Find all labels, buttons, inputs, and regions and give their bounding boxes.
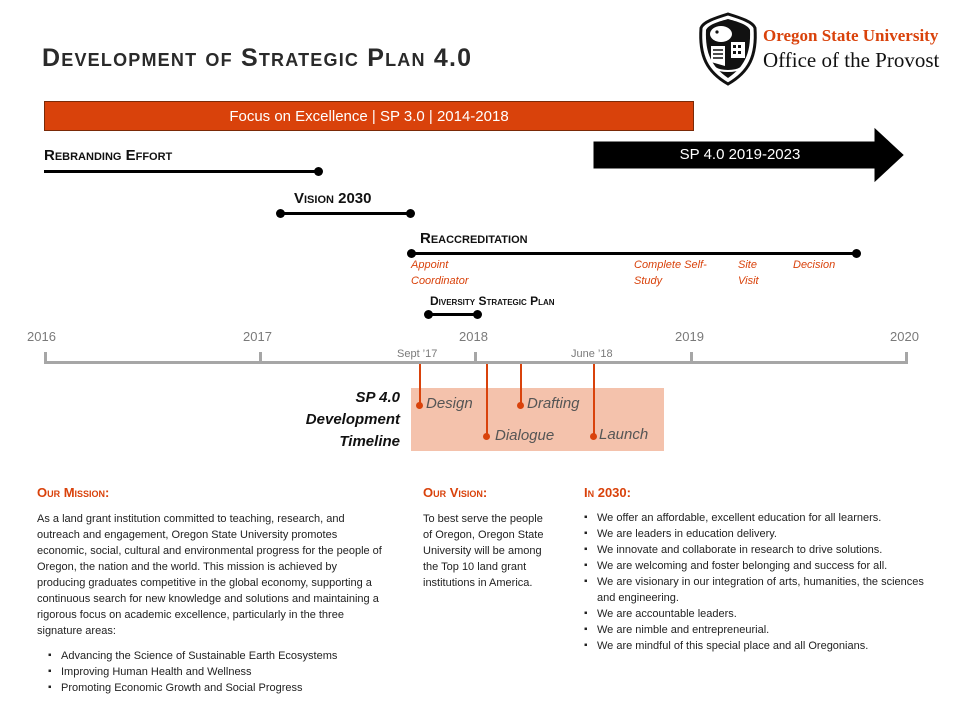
rebranding-end-dot — [314, 167, 323, 176]
in2030-item: ▪ We are leaders in education delivery. — [584, 526, 929, 542]
sp4-label-line2: Development — [305, 411, 400, 428]
tick-2016 — [44, 352, 47, 364]
sp4-timeline-label — [270, 387, 400, 453]
sp4-arrow-label: SP 4.0 2019-2023 — [679, 146, 801, 163]
vision2030-end-dot — [406, 209, 415, 218]
beaver-seal-icon — [697, 12, 759, 86]
vision2030-title: Vision 2030 — [294, 190, 372, 207]
reaccreditation-bar — [412, 252, 856, 255]
mission-area-item: ▪ Advancing the Science of Sustainable Earth Ecosystems — [48, 648, 388, 664]
milestone-site-visit-line2: Visit — [738, 275, 759, 287]
rebranding-bar — [44, 170, 318, 173]
mission-text: As a land grant institution committed to teaching, research, and outreach and engagement, Oregon State University promotes economic, social, cultural and environmental progress for the people of Oregon, the nation and the world. This mission is achieved by producing graduates competitive in the global economy, supporting a continuous search for new knowledge and solutions and maintaining a rigorous focus on academic excellence, particularly in the three signature areas: — [37, 513, 382, 637]
logo-office-name: Office of the Provost — [763, 48, 940, 72]
year-label-2017: 2017 — [243, 329, 272, 344]
sp4-label-line1: SP 4.0 — [355, 389, 400, 406]
milestone-site-visit — [738, 257, 759, 289]
diversity-bar — [428, 313, 478, 316]
design-marker-line — [419, 364, 421, 406]
vision2030-bar — [280, 212, 410, 215]
tick-2019 — [690, 352, 693, 364]
milestone-self-study-line1: Complete Self- — [634, 259, 707, 271]
in2030-item: ▪ We offer an affordable, excellent education for all learners. — [584, 510, 929, 526]
milestone-appoint-line1: Appoint — [411, 259, 449, 271]
date-june-18: June ’18 — [571, 348, 613, 360]
phase-dialogue: Dialogue — [495, 427, 555, 444]
vision-text: To best serve the people of Oregon, Oregon State University will be among the Top 10 land grant institutions in America. — [423, 513, 544, 589]
tick-2017 — [259, 352, 262, 364]
year-label-2016: 2016 — [27, 329, 56, 344]
logo-university-name: Oregon State University — [763, 26, 939, 45]
mission-area-item: ▪ Improving Human Health and Wellness — [48, 664, 388, 680]
design-marker-dot — [416, 402, 423, 409]
year-label-2018: 2018 — [459, 329, 488, 344]
launch-marker-line — [593, 364, 595, 437]
date-sept-17: Sept ’17 — [397, 348, 438, 360]
milestone-decision: Decision — [793, 259, 836, 271]
milestone-self-study-line2: Study — [634, 275, 663, 287]
in2030-item: ▪ We are visionary in our integration of arts, humanities, the sciences and engineering. — [584, 574, 929, 606]
year-label-2020: 2020 — [890, 329, 919, 344]
rebranding-title: Rebranding Effort — [44, 147, 173, 164]
in2030-list — [584, 510, 929, 654]
sp3-banner: Focus on Excellence | SP 3.0 | 2014-2018 — [44, 101, 694, 131]
dialogue-marker-dot — [483, 433, 490, 440]
vision-heading: Our Vision: — [423, 485, 488, 500]
dialogue-marker-line — [486, 364, 488, 437]
tick-2020 — [905, 352, 908, 364]
year-label-2019: 2019 — [675, 329, 704, 344]
mission-heading: Our Mission: — [37, 485, 110, 500]
phase-launch: Launch — [599, 426, 649, 443]
phase-drafting: Drafting — [527, 395, 580, 412]
tick-2018 — [474, 352, 477, 364]
page-title: Development of Strategic Plan 4.0 — [42, 44, 473, 72]
in2030-item: ▪ We are welcoming and foster belonging and success for all. — [584, 558, 929, 574]
reaccreditation-end-dot — [852, 249, 861, 258]
diversity-title: Diversity Strategic Plan — [430, 294, 555, 308]
drafting-marker-line — [520, 364, 522, 406]
mission-areas-list — [48, 648, 388, 696]
milestone-appoint-coordinator — [411, 257, 468, 289]
in2030-item: ▪ We are mindful of this special place and all Oregonians. — [584, 638, 929, 654]
in2030-item: ▪ We are nimble and entrepreneurial. — [584, 622, 929, 638]
sp4-label-line3: Timeline — [339, 433, 400, 450]
in2030-item: ▪ We innovate and collaborate in research to drive solutions. — [584, 542, 929, 558]
vision2030-start-dot — [276, 209, 285, 218]
mission-area-item: ▪ Promoting Economic Growth and Social Progress — [48, 680, 388, 696]
milestone-self-study — [634, 257, 707, 289]
in2030-item: ▪ We are accountable leaders. — [584, 606, 929, 622]
phase-design: Design — [426, 395, 473, 412]
milestone-site-visit-line1: Site — [738, 259, 757, 271]
reaccreditation-title: Reaccreditation — [420, 230, 528, 247]
diversity-start-dot — [424, 310, 433, 319]
university-logo — [697, 12, 947, 88]
launch-marker-dot — [590, 433, 597, 440]
milestone-appoint-line2: Coordinator — [411, 275, 469, 287]
in2030-heading: In 2030: — [584, 485, 631, 500]
diversity-end-dot — [473, 310, 482, 319]
drafting-marker-dot — [517, 402, 524, 409]
